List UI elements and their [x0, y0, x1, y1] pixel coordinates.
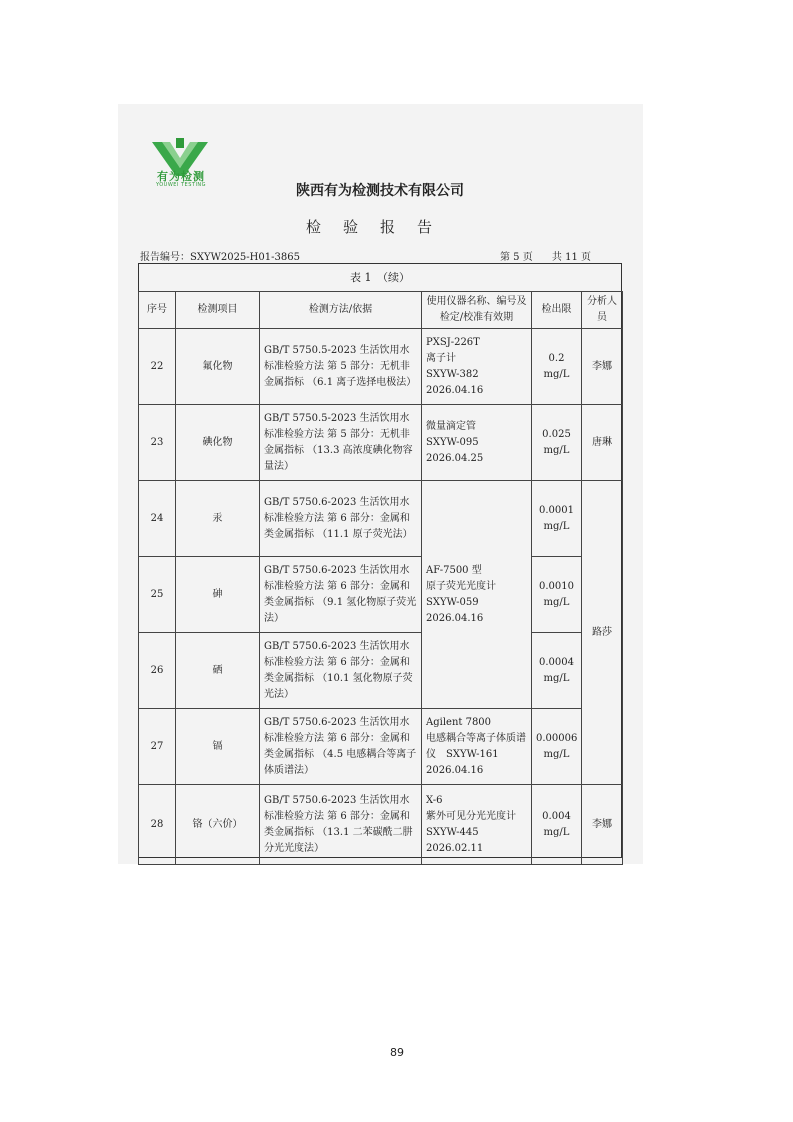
cell-instrument-merged: AF-7500 型 原子荧光光度计 SXYW-059 2026.04.16 [422, 481, 532, 709]
table-row [139, 709, 623, 785]
cell-limit: 0.00006 mg/L [532, 709, 582, 785]
table-row [139, 633, 623, 709]
cell-item: 硒 [176, 633, 260, 709]
cell-item: 镉 [176, 709, 260, 785]
cell-instrument: 微量滴定管 SXYW-095 2026.04.25 [422, 405, 532, 481]
cell-analyst: 唐琳 [582, 405, 623, 481]
page-total: 共 11 页 [551, 252, 592, 263]
cell-item: 砷 [176, 557, 260, 633]
results-table [138, 291, 623, 865]
col-header-item: 检测项目 [176, 292, 260, 329]
cell-analyst-merged: 路莎 [582, 481, 623, 785]
document-title: 检验报告 [305, 218, 454, 236]
cell-no: 27 [139, 709, 176, 785]
logo-subtext: YOUWEI TESTING [155, 182, 207, 188]
cell-instrument: PXSJ-226T 离子计 SXYW-382 2026.04.16 [422, 329, 532, 405]
cell-no: 28 [139, 785, 176, 865]
table-caption: 表 1 （续） [350, 271, 410, 284]
cell-analyst: 李娜 [582, 329, 623, 405]
report-number: 报告编号：SXYW2025-H01-3865 [140, 252, 300, 263]
col-header-no: 序号 [139, 292, 176, 329]
logo-text: 有为检测 [157, 170, 205, 183]
cell-method: GB/T 5750.5-2023 生活饮用水标准检验方法 第 5 部分：无机非金属指标 （6.1 离子选择电极法） [260, 329, 422, 405]
cell-analyst: 李娜 [582, 785, 623, 865]
cell-method: GB/T 5750.6-2023 生活饮用水标准检验方法 第 6 部分：金属和类金属指标 （9.1 氢化物原子荧光法） [260, 557, 422, 633]
page-indicator [500, 248, 607, 263]
cell-item: 碘化物 [176, 405, 260, 481]
cell-method: GB/T 5750.6-2023 生活饮用水标准检验方法 第 6 部分：金属和类金属指标 （10.1 氢化物原子荧光法） [260, 633, 422, 709]
cell-method: GB/T 5750.6-2023 生活饮用水标准检验方法 第 6 部分：金属和类金属指标 （13.1 二苯碳酰二肼分光光度法） [260, 785, 422, 865]
cell-no: 22 [139, 329, 176, 405]
company-name: 陕西有为检测技术有限公司 [296, 183, 464, 199]
col-header-method: 检测方法/依据 [260, 292, 422, 329]
cell-no: 23 [139, 405, 176, 481]
footer-page-number: 89 [390, 1046, 404, 1059]
table-row [139, 785, 623, 865]
cell-no: 26 [139, 633, 176, 709]
col-header-instrument: 使用仪器名称、编号及检定/校准有效期 [422, 292, 532, 329]
cell-limit: 0.2 mg/L [532, 329, 582, 405]
cell-limit: 0.004 mg/L [532, 785, 582, 865]
cell-item: 汞 [176, 481, 260, 557]
table-header-row [139, 292, 623, 329]
cell-limit: 0.025 mg/L [532, 405, 582, 481]
table-row [139, 557, 623, 633]
table-row [139, 405, 623, 481]
cell-limit: 0.0010 mg/L [532, 557, 582, 633]
table-row [139, 481, 623, 557]
cell-no: 25 [139, 557, 176, 633]
cell-method: GB/T 5750.6-2023 生活饮用水标准检验方法 第 6 部分：金属和类金属指标 （4.5 电感耦合等离子体质谱法） [260, 709, 422, 785]
cell-no: 24 [139, 481, 176, 557]
cell-limit: 0.0004 mg/L [532, 633, 582, 709]
cell-item: 铬（六价） [176, 785, 260, 865]
cell-instrument: Agilent 7800 电感耦合等离子体质谱仪 SXYW-161 2026.04.16 [422, 709, 532, 785]
cell-item: 氟化物 [176, 329, 260, 405]
table-row [139, 329, 623, 405]
cell-instrument: X-6 紫外可见分光光度计 SXYW-445 2026.02.11 [422, 785, 532, 865]
cell-method: GB/T 5750.6-2023 生活饮用水标准检验方法 第 6 部分：金属和类金属指标 （11.1 原子荧光法） [260, 481, 422, 557]
page-current: 第 5 页 [500, 252, 533, 263]
cell-method: GB/T 5750.5-2023 生活饮用水标准检验方法 第 5 部分：无机非金属指标 （13.3 高浓度碘化物容量法） [260, 405, 422, 481]
col-header-limit: 检出限 [532, 292, 582, 329]
col-header-analyst: 分析人员 [582, 292, 623, 329]
cell-limit: 0.0001 mg/L [532, 481, 582, 557]
